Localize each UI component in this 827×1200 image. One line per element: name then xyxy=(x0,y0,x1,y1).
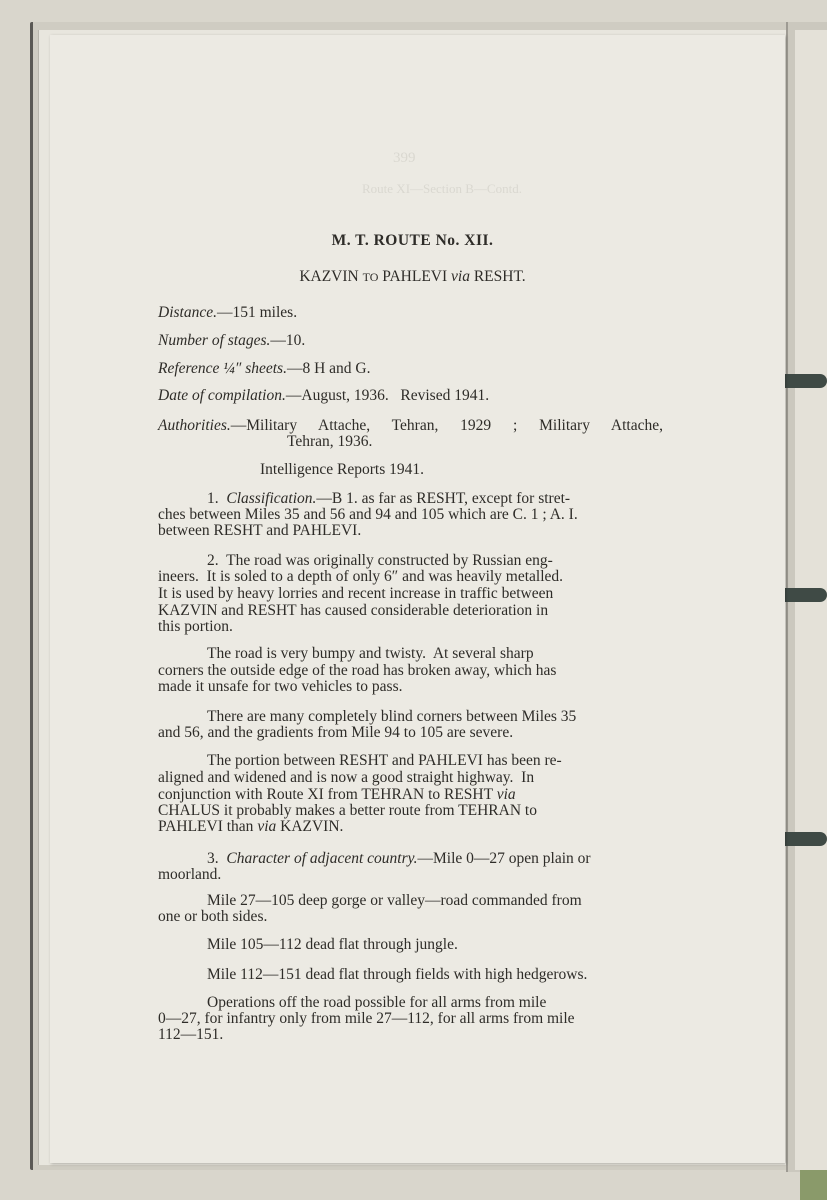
para-2-line-5: this portion. xyxy=(158,618,233,635)
para-4-line-2: and 56, and the gradients from Mile 94 to 105 are severe. xyxy=(158,724,514,741)
field-value: —10. xyxy=(270,332,306,349)
route-via: RESHT. xyxy=(473,268,526,285)
para-5-line-5 xyxy=(158,818,343,836)
authorities-line-3: Intelligence Reports 1941. xyxy=(260,461,424,478)
authorities-line xyxy=(158,417,663,435)
para-text: —B 1. as far as RESHT, except for stret- xyxy=(316,490,571,507)
authorities-label: Authorities. xyxy=(158,417,231,434)
para-text: —Mile 0—27 open plain or xyxy=(417,850,591,867)
authorities-line-2: Tehran, 1936. xyxy=(287,433,373,450)
para-via: via xyxy=(257,818,277,835)
para-3-line-3: made it unsafe for two vehicles to pass. xyxy=(158,678,403,695)
route-title xyxy=(50,268,775,286)
route-via-word: via xyxy=(451,268,470,285)
para-text: conjunction with Route XI from TEHRAN to RESHT xyxy=(158,786,493,803)
para-5-line-4: CHALUS it probably makes a better route from TEHRAN to xyxy=(158,802,537,819)
para-6-line-2: moorland. xyxy=(158,866,222,883)
para-5-line-2: aligned and widened and is now a good straight highway. In xyxy=(158,769,535,786)
para-6-line-1 xyxy=(207,850,591,868)
route-to-word: TO xyxy=(362,270,379,284)
para-7-line-1: Mile 27—105 deep gorge or valley—road commanded from xyxy=(207,892,582,909)
para-2-line-1: 2. The road was originally constructed by Russian eng- xyxy=(207,552,553,569)
field-reference xyxy=(158,360,371,378)
para-via: via xyxy=(496,786,516,803)
field-distance xyxy=(158,304,297,322)
para-5-line-1: The portion between RESHT and PAHLEVI has been re- xyxy=(207,752,562,769)
para-label: Character of adjacent country. xyxy=(226,850,418,867)
field-value: —151 miles. xyxy=(216,304,298,321)
para-1-line-2: ches between Miles 35 and 56 and 94 and 105 which are C. 1 ; A. I. xyxy=(158,506,578,523)
field-value: —8 H and G. xyxy=(286,360,371,377)
para-2-line-2: ineers. It is soled to a depth of only 6″ and was heavily metalled. xyxy=(158,568,564,585)
para-10-line-1: Operations off the road possible for all arms from mile xyxy=(207,994,547,1011)
para-2-line-4: KAZVIN and RESHT has caused considerable deterioration in xyxy=(158,602,549,619)
show-through-running-head: Route XI—Section B—Contd. xyxy=(362,181,522,196)
cover-cloth xyxy=(800,1170,827,1200)
field-label: Date of compilation. xyxy=(158,387,286,404)
field-date xyxy=(158,387,489,405)
para-4-line-1: There are many completely blind corners between Miles 35 xyxy=(207,708,577,725)
para-3-line-1: The road is very bumpy and twisty. At several sharp xyxy=(207,645,534,662)
para-10-line-3: 112—151. xyxy=(158,1026,224,1043)
para-label: Classification. xyxy=(226,490,317,507)
field-label: Reference ¼″ sheets. xyxy=(158,360,287,377)
field-stages xyxy=(158,332,305,350)
route-heading: M. T. ROUTE No. XII. xyxy=(331,232,494,249)
para-3-line-2: corners the outside edge of the road has broken away, which has xyxy=(158,662,557,679)
para-text: KAZVIN. xyxy=(280,818,344,835)
field-value: —August, 1936. Revised 1941. xyxy=(285,387,490,404)
para-9: Mile 112—151 dead flat through fields with high hedgerows. xyxy=(207,966,588,983)
para-10-line-2: 0—27, for infantry only from mile 27—112, for all arms from mile xyxy=(158,1010,575,1027)
para-8: Mile 105—112 dead flat through jungle. xyxy=(207,936,458,953)
route-dest: PAHLEVI xyxy=(382,268,448,285)
para-1-line-3: between RESHT and PAHLEVI. xyxy=(158,522,362,539)
route-from: KAZVIN xyxy=(299,268,359,285)
document-page xyxy=(50,35,785,1163)
field-label: Distance. xyxy=(158,304,217,321)
show-through-page-number: 399 xyxy=(393,150,416,166)
para-2-line-3: It is used by heavy lorries and recent increase in traffic between xyxy=(158,585,554,602)
para-number: 3. xyxy=(207,850,219,867)
para-number: 1. xyxy=(207,490,219,507)
para-7-line-2: one or both sides. xyxy=(158,908,268,925)
field-label: Number of stages. xyxy=(158,332,271,349)
authorities-text: —Military Attache, Tehran, 1929 ; Military Attache, xyxy=(230,417,663,434)
para-text: PAHLEVI than xyxy=(158,818,254,835)
